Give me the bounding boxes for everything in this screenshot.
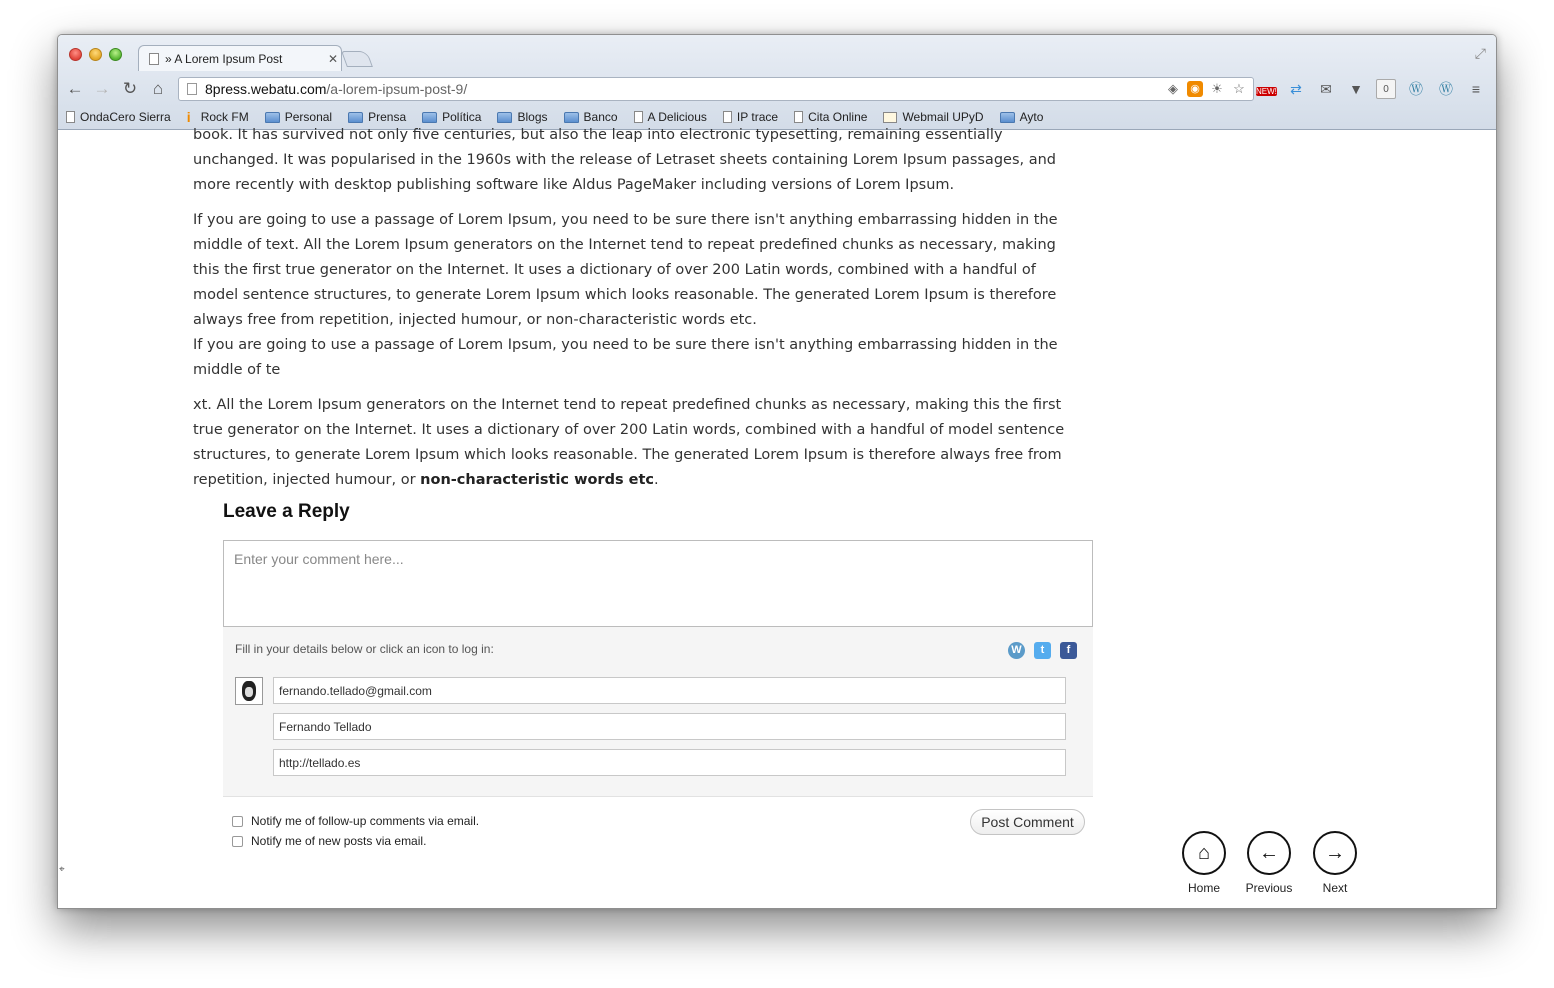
bookmark-folder[interactable] (564, 110, 618, 124)
bookmark-star-icon[interactable]: ☆ (1233, 81, 1245, 96)
avatar (235, 677, 263, 705)
home-icon[interactable]: ⌂ (152, 79, 164, 98)
extension-icon[interactable]: ◈ (1168, 81, 1178, 96)
pocket-icon[interactable]: ▼ (1349, 81, 1363, 97)
page-content (58, 127, 1496, 909)
bookmark-label: A Delicious (647, 110, 707, 124)
details-hint: Fill in your details below or click an icon to log in: (235, 642, 494, 656)
reload-icon[interactable]: ↻ (122, 79, 138, 98)
url-path: /a-lorem-ipsum-post-9/ (326, 81, 468, 97)
facebook-login-icon[interactable]: f (1060, 642, 1077, 659)
post-comment-button[interactable]: Post Comment (970, 809, 1085, 835)
bookmark-item[interactable] (794, 110, 867, 124)
page-icon (187, 83, 197, 95)
next-nav-label[interactable]: Next (1322, 881, 1348, 895)
new-tab-button[interactable] (341, 51, 373, 67)
folder-icon (348, 112, 363, 123)
paragraph: book. It has survived not only five centuries, but also the leap into electronic typesetting, remaining essentially unchanged. It was popularised in the 1960s with the release of Letraset sheets containing Lorem Ipsum passages, and more recently with desktop publishing software like Aldus PageMaker including versions of Lorem Ipsum. (193, 127, 1056, 193)
bookmark-label: Prensa (368, 110, 407, 124)
bookmark-item[interactable] (66, 110, 171, 124)
wordpress-login-icon[interactable]: W (1008, 642, 1025, 659)
bookmark-label: Blogs (517, 110, 548, 124)
minimize-window-button[interactable] (89, 48, 102, 61)
extensions (1256, 79, 1486, 99)
paragraph: If you are going to use a passage of Lorem Ipsum, you need to be sure there isn't anything embarrassing hidden in the middle of te (193, 337, 1058, 378)
lightbulb-icon[interactable]: ☀ (1211, 81, 1223, 96)
back-icon[interactable]: ← (66, 79, 84, 98)
bookmark-label: Webmail UPyD (902, 110, 984, 124)
bookmark-folder[interactable] (497, 110, 547, 124)
bookmark-label: Personal (284, 110, 333, 124)
close-tab-icon[interactable]: ✕ (327, 51, 339, 66)
notify-comments-label: Notify me of follow-up comments via email. (251, 814, 480, 828)
wordpress-icon[interactable]: Ⓦ (1409, 81, 1423, 97)
paragraph-end: . (654, 472, 659, 488)
notify-comments-checkbox[interactable] (232, 816, 243, 827)
new-extension-icon[interactable] (1256, 79, 1276, 99)
post-body (193, 123, 1073, 503)
bookmark-label: Política (442, 110, 482, 124)
address-bar[interactable] (178, 77, 1254, 101)
home-nav-label[interactable]: Home (1187, 881, 1220, 895)
bookmark-item[interactable] (723, 110, 778, 124)
previous-nav-icon[interactable]: ← (1247, 831, 1291, 875)
forward-icon[interactable]: → (93, 79, 111, 98)
folder-icon (497, 112, 512, 123)
folder-icon (265, 112, 280, 123)
file-icon (634, 111, 643, 123)
folder-icon (564, 112, 579, 123)
bookmark-label: Rock FM (200, 110, 249, 124)
wordpress-stats-icon[interactable]: Ⓦ (1439, 81, 1453, 97)
paragraph-text: xt. All the Lorem Ipsum generators on the Internet tend to repeat predefined chunks as necessary, making this the first true generator on the Internet. It uses a dictionary of over 200 Latin words, combined with a handful of model sentence structures, to generate Lorem Ipsum which looks reasonable. The generated Lorem Ipsum is therefore always free from repetition, injected humour, or (193, 397, 1065, 488)
bookmark-label: Ayto (1019, 110, 1044, 124)
name-field[interactable]: Fernando Tellado (273, 713, 1066, 740)
bookmark-folder[interactable] (348, 110, 406, 124)
login-icons (1008, 642, 1077, 659)
notify-posts-checkbox[interactable] (232, 836, 243, 847)
comment-textarea[interactable]: Enter your comment here... (223, 540, 1093, 627)
rss-icon: i (186, 109, 191, 125)
notify-comments-option[interactable] (232, 814, 479, 828)
bookmark-label: Cita Online (808, 110, 868, 124)
active-tab[interactable] (138, 45, 342, 71)
browser-window (57, 34, 1497, 909)
home-nav-icon[interactable]: ⌂ (1182, 831, 1226, 875)
twitter-login-icon[interactable]: t (1034, 642, 1051, 659)
bookmark-folder[interactable] (1000, 110, 1044, 124)
comment-details-panel (223, 627, 1093, 797)
sync-icon[interactable]: ⇄ (1290, 81, 1302, 97)
bookmark-folder[interactable] (265, 110, 332, 124)
menu-icon[interactable]: ≡ (1471, 81, 1481, 97)
previous-nav-label[interactable]: Previous (1245, 881, 1293, 895)
counter-icon[interactable]: 0 (1376, 79, 1396, 99)
page-icon (149, 53, 159, 65)
paragraph: If you are going to use a passage of Lorem Ipsum, you need to be sure there isn't anything embarrassing hidden in the middle of text. All the Lorem Ipsum generators on the Internet tend to repeat predefined chunks as necessary, making this the first true generator on the Internet. It uses a dictionary of over 200 Latin words, combined with a handful of model sentence structures, to generate Lorem Ipsum which looks reasonable. The generated Lorem Ipsum is therefore always free from repetition, injected humour, or non-characteristic words etc. (193, 212, 1058, 328)
url-host: 8press.webatu.com (205, 81, 327, 97)
bookmark-item[interactable] (634, 110, 707, 124)
folder-icon (422, 112, 437, 123)
tab-title: » A Lorem Ipsum Post (165, 51, 283, 66)
bookmark-label: OndaCero Sierra (80, 110, 171, 124)
email-field[interactable]: fernando.tellado@gmail.com (273, 677, 1066, 704)
next-nav-icon[interactable]: → (1313, 831, 1357, 875)
file-icon (723, 111, 732, 123)
file-icon (66, 111, 75, 123)
toolbar (58, 75, 1496, 103)
folder-icon (1000, 112, 1015, 123)
notify-posts-option[interactable] (232, 834, 426, 848)
bookmark-item[interactable] (883, 110, 983, 124)
fullscreen-icon[interactable]: ⤢ (1474, 45, 1486, 61)
mail-icon (883, 112, 897, 123)
file-icon (794, 111, 803, 123)
bookmark-label: Banco (583, 110, 618, 124)
mail-icon[interactable]: ✉ (1320, 81, 1332, 97)
rss-icon[interactable]: ◉ (1187, 81, 1203, 97)
cursor-icon: ⌖ (59, 864, 65, 875)
bookmark-folder[interactable] (422, 110, 481, 124)
bold-text: non-characteristic words etc (420, 472, 655, 488)
bookmark-label: IP trace (736, 110, 779, 124)
website-field[interactable]: http://tellado.es (273, 749, 1066, 776)
close-window-button[interactable] (69, 48, 82, 61)
notify-posts-label: Notify me of new posts via email. (251, 834, 427, 848)
new-badge: NEW! (1256, 87, 1277, 96)
reply-title: Leave a Reply (223, 501, 350, 522)
paragraph (193, 393, 1073, 493)
zoom-window-button[interactable] (109, 48, 122, 61)
browser-chrome (58, 35, 1496, 130)
